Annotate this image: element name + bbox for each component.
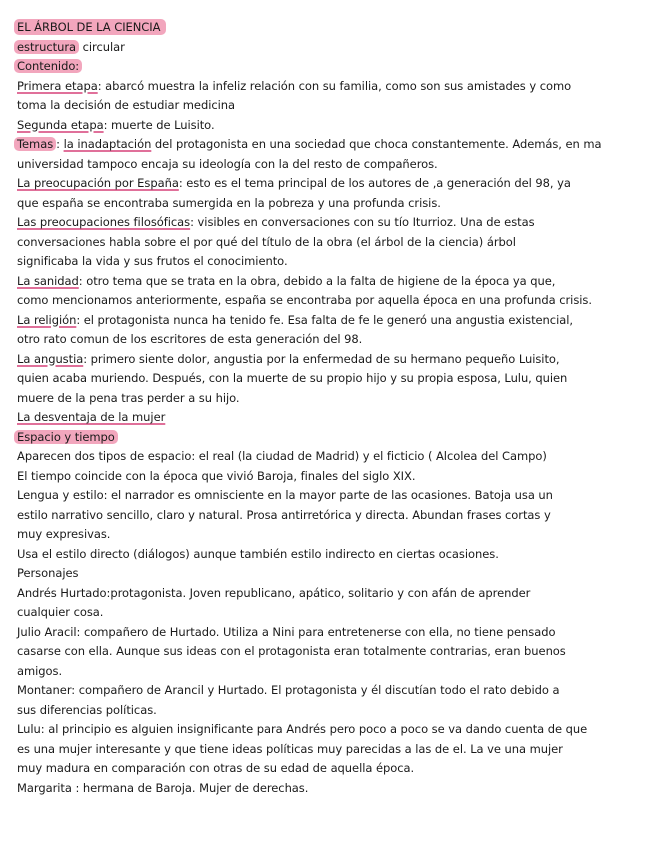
inadaptacion-label: la inadaptación <box>63 137 152 151</box>
body-line: sus diferencias políticas. <box>17 702 157 717</box>
personajes-heading: Personajes <box>17 566 79 580</box>
temas-sep: : <box>56 137 64 151</box>
contenido-heading: Contenido: <box>14 59 82 73</box>
religion-text-2: otro rato comun de los escritores de esta generación del 98. <box>17 332 363 346</box>
preocupacion-text-1: : esto es el tema principal de los autores de ,a generación del 98, ya <box>178 176 571 190</box>
title-line <box>17 18 632 38</box>
angustia-text-2: quien acaba muriendo. Después, con la muerte de su propio hijo y su propia esposa, Lulu, quien <box>17 371 568 385</box>
primera-text-1: : abarcó muestra la infeliz relación con su familia, como son sus amistades y como <box>97 78 572 93</box>
sanidad-line-1 <box>17 272 632 292</box>
body-line: muy expresivas. <box>17 527 111 541</box>
body-line: cualquier cosa. <box>17 605 104 619</box>
religion-line-2 <box>17 330 632 350</box>
contenido-line <box>17 57 632 77</box>
preocupacion-label: La preocupación por España <box>17 176 179 190</box>
body-line: casarse con ella. Aunque sus ideas con el protagonista eran totalmente contrarias, eran buenos <box>17 644 566 658</box>
body-line: Lulu: al principio es alguien insignificante para Andrés pero poco a poco se va dando cuenta de que <box>17 722 588 736</box>
espacio-heading: Espacio y tiempo <box>14 430 118 444</box>
preocupacion-text-2: que españa se encontraba sumergida en la pobreza y una profunda crisis. <box>17 195 441 210</box>
filosoficas-label: Las preocupaciones filosóficas <box>17 215 191 229</box>
sanidad-line-2 <box>17 291 632 311</box>
estructura-label: estructura <box>14 40 79 54</box>
body-line: Usa el estilo directo (diálogos) aunque también estilo indirecto en ciertas ocasiones. <box>17 546 499 561</box>
primera-text-2: toma la decisión de estudiar medicina <box>17 98 236 112</box>
segunda-text: : muerte de Luisito. <box>103 117 215 132</box>
filosoficas-text-3: significaba la vida y sus frutos el conocimiento. <box>17 254 288 268</box>
filosoficas-line-2 <box>17 233 632 253</box>
religion-line-1 <box>17 311 632 331</box>
angustia-text-1: : primero siente dolor, angustia por la enfermedad de su hermano pequeño Luisito, <box>83 351 560 366</box>
temas-label: Temas <box>14 137 56 151</box>
primera-line-2 <box>17 96 632 116</box>
body-line: El tiempo coincide con la época que vivió Baroja, finales del siglo XIX. <box>17 468 416 483</box>
religion-text-1: : el protagonista nunca ha tenido fe. Esa falta de fe le generó una angustia existencial, <box>76 312 573 327</box>
primera-label: Primera etapa <box>17 78 98 93</box>
body-line: es una mujer interesante y que tiene ideas políticas muy parecidas a las de el. La ve una mujer <box>17 741 563 756</box>
body-line: amigos. <box>17 663 63 678</box>
angustia-text-3: muere de la pena tras perder a su hijo. <box>17 390 240 405</box>
espacio-line <box>17 428 632 448</box>
temas-text-1: del protagonista en una sociedad que choca constantemente. Además, en ma <box>151 137 602 151</box>
angustia-line-2 <box>17 369 632 389</box>
body-line: Montaner: compañero de Arancil y Hurtado. El protagonista y él discutían todo el rato debido a <box>17 683 560 697</box>
angustia-line-3 <box>17 389 632 409</box>
angustia-label: La angustia <box>17 351 84 366</box>
body-line: muy madura en comparación con otras de su edad de aquella época. <box>17 761 415 775</box>
filosoficas-line-3 <box>17 252 632 272</box>
estructura-line <box>17 38 632 58</box>
temas-line-1 <box>17 135 632 155</box>
filosoficas-text-1: : visibles en conversaciones con su tío Iturrioz. Una de estas <box>190 215 535 229</box>
body-line: Andrés Hurtado:protagonista. Joven republicano, apático, solitario y con afán de aprender <box>17 585 531 600</box>
desventaja-label: La desventaja de la mujer <box>17 410 166 424</box>
sanidad-text-1: : otro tema que se trata en la obra, debido a la falta de higiene de la época ya que, <box>78 273 556 288</box>
filosoficas-line-1 <box>17 213 632 233</box>
body-line: Lengua y estilo: el narrador es omnisciente en la mayor parte de las ocasiones. Batoja usa un <box>17 488 553 502</box>
religion-label: La religión <box>17 312 77 327</box>
primera-line-1 <box>17 77 632 97</box>
body-line: estilo narrativo sencillo, claro y natural. Prosa antirretórica y directa. Abundan frases cortas y <box>17 507 551 522</box>
sanidad-label: La sanidad <box>17 273 79 288</box>
segunda-line <box>17 116 632 136</box>
temas-line-2 <box>17 155 632 175</box>
body-line: Julio Aracil: compañero de Hurtado. Utiliza a Nini para entretenerse con ella, no tiene pensado <box>17 624 556 639</box>
angustia-line-1 <box>17 350 632 370</box>
filosoficas-text-2: conversaciones habla sobre el por qué del título de la obra (el árbol de la ciencia) árbol <box>17 234 516 249</box>
body-line: Aparecen dos tipos de espacio: el real (la ciudad de Madrid) y el ficticio ( Alcolea del Campo) <box>17 449 547 463</box>
preocupacion-line-2 <box>17 194 632 214</box>
temas-text-2: universidad tampoco encaja su ideología con la del resto de compañeros. <box>17 156 438 171</box>
estructura-text: circular <box>79 39 125 54</box>
document-title: EL ÁRBOL DE LA CIENCIA <box>14 19 166 35</box>
segunda-label: Segunda etapa <box>17 117 104 132</box>
preocupacion-line-1 <box>17 174 632 194</box>
sanidad-text-2: como mencionamos anteriormente, españa se encontraba por aquella época en una profunda crisis. <box>17 293 592 307</box>
body-line: Margarita : hermana de Baroja. Mujer de derechas. <box>17 780 309 795</box>
desventaja-line <box>17 408 632 428</box>
body-text <box>17 447 632 798</box>
